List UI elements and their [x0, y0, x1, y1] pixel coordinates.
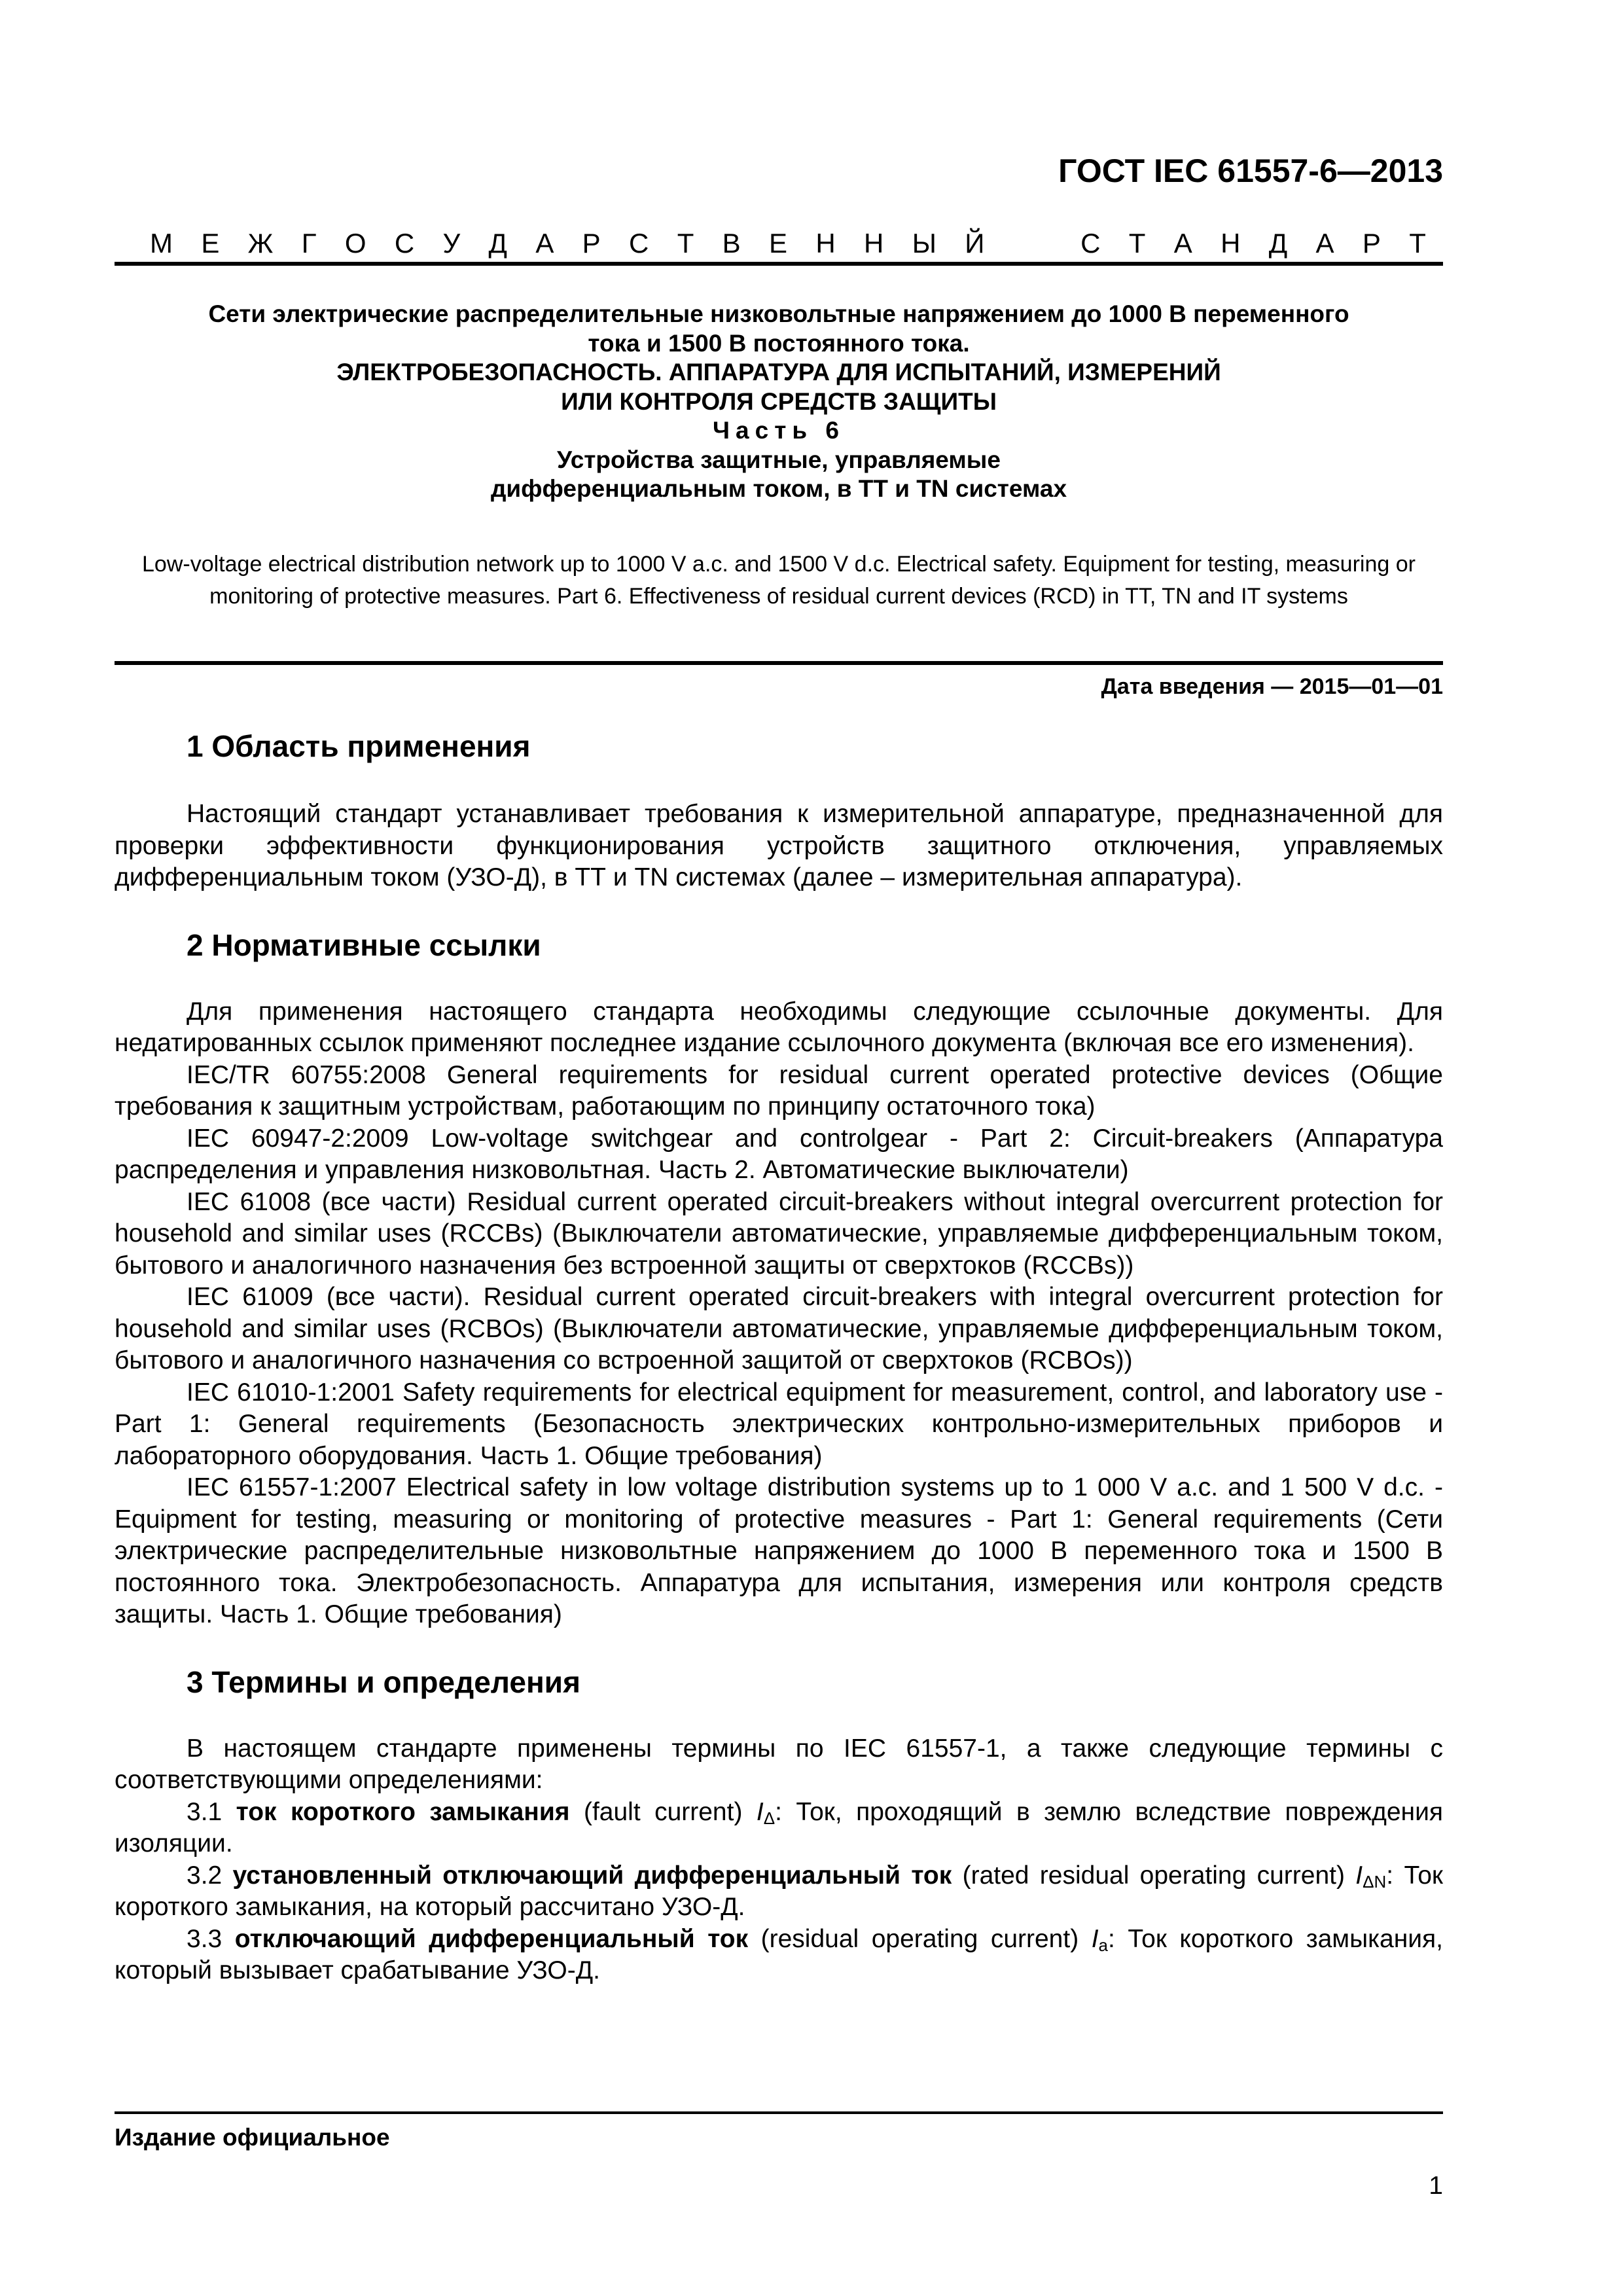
banner-letter: А — [1173, 228, 1192, 259]
paragraph: Настоящий стандарт устанавливает требования к измерительной аппаратуре, предназначенной для проверки эффективности функционирования устройств защитного отключения, управляемых дифференциальным током (УЗО-Д), в ТТ и TN системах (далее – измерительная аппаратура). — [115, 800, 1443, 891]
document-body — [115, 726, 1443, 1987]
english-title: Low-voltage electrical distribution network up to 1000 V a.c. and 1500 V d.c. Electrical safety. Equipment for testing, measuring or monitoring of protective measures. Part 6. Effectiveness of residual current devices (RCD) in TT, TN and IT systems — [142, 552, 1416, 609]
term-symbol: I — [756, 1797, 764, 1826]
banner-letter: Г — [301, 228, 317, 259]
banner-letter: У — [442, 228, 461, 259]
title-divider — [115, 661, 1443, 665]
term-symbol-subscript: ΔN — [1363, 1871, 1387, 1892]
term-text: : Ток короткого замыкания, на который рассчитано УЗО-Д. — [115, 1861, 1443, 1921]
reference-item: IEC 61009 (все части). Residual current operated circuit-breakers with integral overcurrent protection for household and similar uses (RCBOs) (Выключатели автоматические, управляемые дифференциальным током, бытового и аналогичного назначения со встроенной защитой от сверхтоков (RCBOs)) — [115, 1283, 1443, 1374]
banner-letter: Н — [815, 228, 836, 259]
paragraph: Для применения настоящего стандарта необходимы следующие ссылочные документы. Для недатированных ссылок применяют последнее издание ссылочного документа (включая все его изменения). — [115, 997, 1443, 1057]
term-number: 3.2 — [187, 1861, 223, 1890]
banner-letter: Н — [864, 228, 884, 259]
title-line: тока и 1500 В постоянного тока. — [588, 329, 970, 357]
term-english: (fault current) — [583, 1797, 743, 1826]
footer-divider — [115, 2111, 1443, 2114]
banner-letter: Д — [1268, 228, 1288, 259]
banner-letter: А — [1315, 228, 1334, 259]
banner-letter: Р — [582, 228, 601, 259]
term-name: отключающий дифференциальный ток — [234, 1924, 749, 1953]
title-line: Сети электрические распределительные низковольтные напряжением до 1000 В переменного — [208, 300, 1349, 327]
banner-letter: С — [1080, 228, 1101, 259]
term-symbol-subscript: Δ — [763, 1808, 776, 1828]
banner-letter: Н — [1221, 228, 1241, 259]
header-divider — [115, 262, 1443, 266]
section-heading: 3 Термины и определения — [187, 1664, 580, 1699]
banner-letter: Й — [965, 228, 985, 259]
title-line: ИЛИ КОНТРОЛЯ СРЕДСТВ ЗАЩИТЫ — [561, 387, 997, 415]
reference-item: IEC/TR 60755:2008 General requirements for residual current operated protective devices (Общие требования к защитным устройствам, работающим по принципу остаточного тока) — [115, 1060, 1443, 1121]
banner-letter: Д — [488, 228, 507, 259]
banner-letter: Т — [1128, 228, 1146, 259]
term-name: установленный отключающий дифференциальный ток — [232, 1861, 952, 1890]
reference-item: IEC 61008 (все части) Residual current operated circuit-breakers without integral overcurrent protection for household and similar uses (RCCBs) (Выключатели автоматические, управляемые дифференциальным током, бытового и аналогичного назначения без встроенной защиты от сверхтоков (RCCBs)) — [115, 1187, 1443, 1280]
banner-letter: Т — [677, 228, 694, 259]
introduction-date: Дата введения — 2015—01—01 — [1101, 674, 1443, 699]
interstate-standard-banner — [150, 228, 1426, 259]
term-symbol-subscript: a — [1098, 1935, 1109, 1955]
reference-item: IEC 61010-1:2001 Safety requirements for electrical equipment for measurement, control, and laboratory use - Part 1: General requirements (Безопасность электрических контрольно-измерительных приборов и лабораторного оборудования. Часть 1. Общие требования) — [115, 1378, 1443, 1470]
term-number: 3.1 — [187, 1797, 223, 1826]
paragraph: В настоящем стандарте применены термины по IEC 61557-1, а также следующие термины с соответствующими определениями: — [115, 1734, 1443, 1794]
reference-item: IEC 61557-1:2007 Electrical safety in low voltage distribution systems up to 1 000 V a.c. and 1 500 V d.c. - Equipment for testing, measuring or monitoring of protective measures - Part 1: General requirements (Сети электрические распределительные низковольтные напряжением до 1000 В переменного тока и 1500 В постоянного тока. Электробезопасность. Аппаратура для испытания, измерения или контроля средств защиты. Часть 1. Общие требования) — [115, 1473, 1443, 1628]
document-code: ГОСТ IEC 61557-6—2013 — [1058, 152, 1443, 189]
term-name: ток короткого замыкания — [236, 1797, 570, 1826]
banner-letter: Т — [1409, 228, 1426, 259]
page-number: 1 — [1429, 2172, 1443, 2200]
banner-letter: С — [394, 228, 415, 259]
document-title — [115, 300, 1443, 504]
banner-letter: М — [150, 228, 173, 259]
banner-letter: А — [535, 228, 554, 259]
term-definition — [115, 1797, 1443, 1860]
term-definition — [115, 1860, 1443, 1924]
banner-gap — [1013, 228, 1052, 259]
term-definition — [115, 1924, 1443, 1987]
reference-item: IEC 60947-2:2009 Low-voltage switchgear and controlgear - Part 2: Circuit-breakers (Аппаратура распределения и управления низковольтная. Часть 2. Автоматические выключатели) — [115, 1124, 1443, 1184]
banner-letter: Ы — [912, 228, 936, 259]
section-heading: 2 Нормативные ссылки — [187, 927, 541, 962]
title-line: ЭЛЕКТРОБЕЗОПАСНОСТЬ. АППАРАТУРА ДЛЯ ИСПЫТАНИЙ, ИЗМЕРЕНИЙ — [336, 359, 1221, 386]
banner-letter: Ж — [247, 228, 274, 259]
term-symbol: I — [1355, 1861, 1363, 1890]
banner-letter: О — [344, 228, 366, 259]
banner-letter: В — [722, 228, 741, 259]
banner-letter: Р — [1362, 228, 1381, 259]
title-line: Устройства защитные, управляемые — [557, 446, 1001, 473]
official-edition-label: Издание официальное — [115, 2124, 390, 2151]
term-number: 3.3 — [187, 1924, 223, 1953]
term-english: (residual operating current) — [760, 1924, 1079, 1953]
banner-letter: С — [629, 228, 649, 259]
section-heading: 1 Область применения — [187, 729, 531, 763]
term-text: : Ток короткого замыкания, который вызывает срабатывание УЗО-Д. — [115, 1924, 1443, 1984]
title-part: Часть 6 — [713, 417, 845, 444]
term-english: (rated residual operating current) — [962, 1861, 1345, 1890]
term-text: : Ток, проходящий в землю вследствие повреждения изоляции. — [115, 1797, 1443, 1857]
banner-letter: Е — [201, 228, 220, 259]
term-symbol: I — [1091, 1924, 1099, 1953]
title-line: дифференциальным током, в ТТ и TN системах — [490, 475, 1067, 502]
banner-letter: Е — [769, 228, 788, 259]
